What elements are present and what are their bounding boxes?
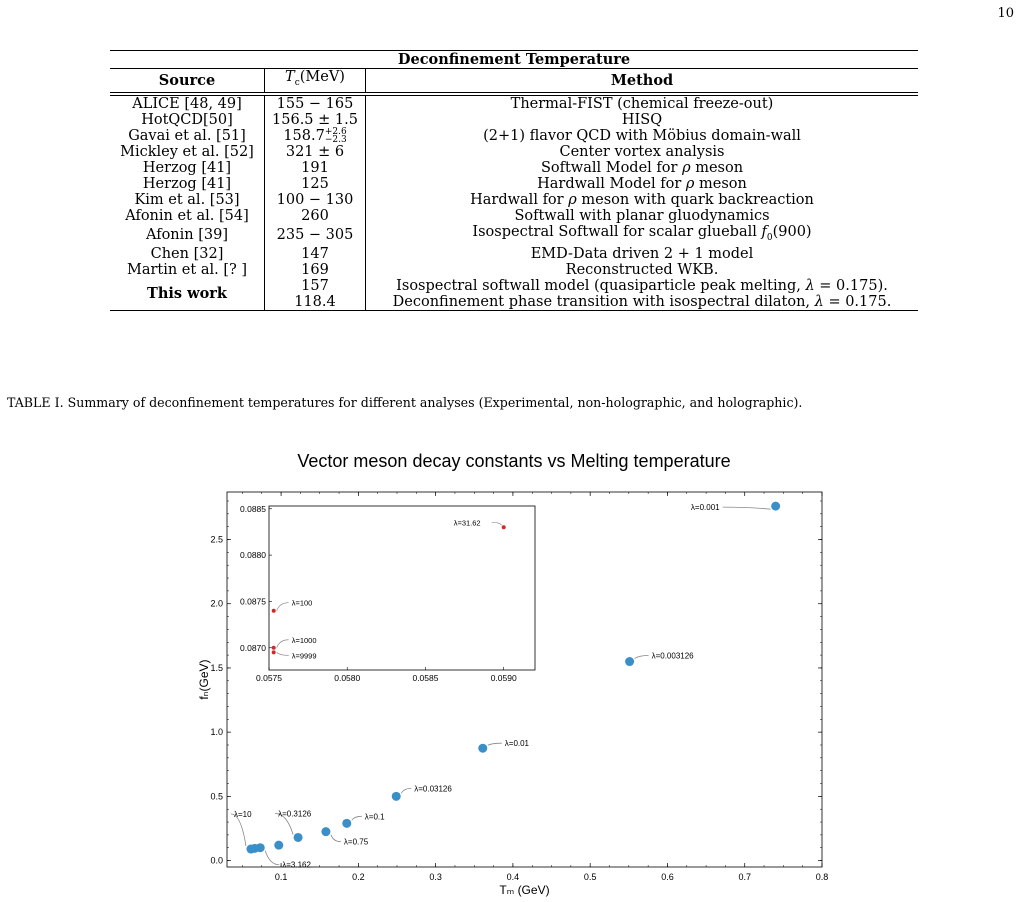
data-label: λ=0.01: [504, 739, 530, 749]
table-row: [110, 246, 918, 262]
x-tick-label: 0.2: [352, 872, 365, 882]
data-point: [321, 827, 330, 836]
data-label: λ=0.3126: [278, 809, 312, 819]
table-body: [110, 69, 918, 92]
cell-tc: 100 − 130: [265, 192, 366, 208]
table-row: [110, 176, 918, 192]
data-point: [246, 845, 255, 854]
data-label: λ=0.03126: [414, 784, 452, 794]
data-point: [625, 657, 634, 666]
inset-data-point: [272, 646, 276, 650]
table-rows: [110, 96, 918, 310]
label-leader: [635, 656, 649, 659]
table-row: [110, 112, 918, 128]
cell-source: Herzog [41]: [142, 159, 232, 176]
table-row-this-work: [110, 278, 918, 294]
cell-source: HotQCD[50]: [141, 111, 233, 128]
cell-source-this-work: This work: [147, 284, 227, 302]
cell-tc: 321 ± 6: [265, 144, 366, 160]
y-tick-label: 1.0: [210, 727, 223, 738]
deconfinement-table: [110, 50, 918, 311]
label-leader: [723, 507, 771, 509]
inset-data-label: λ=100: [291, 598, 313, 608]
cell-method: Hardwall Model for ρ meson: [537, 175, 747, 192]
x-tick-label: 0.4: [506, 872, 520, 882]
table-title: Deconfinement Temperature: [397, 51, 631, 68]
data-point: [274, 841, 283, 850]
header-tc: $T_c(MeV)$: [265, 69, 366, 92]
cell-tc: 169: [265, 262, 366, 278]
cell-method: Isospectral softwall model (quasiparticle peak melting, λ = 0.175).: [396, 277, 888, 294]
inset-y-tick-label: 0.0875: [240, 596, 266, 607]
label-leader: [401, 788, 411, 793]
data-point: [771, 502, 780, 511]
cell-source: Mickley et al. [52]: [120, 143, 254, 160]
page-number: 10: [997, 6, 1014, 21]
cell-method: Softwall Model for ρ meson: [540, 159, 744, 176]
label-leader: [331, 835, 341, 842]
inset-data-point: [272, 650, 276, 654]
cell-tc: 125: [265, 176, 366, 192]
inset-frame: [269, 506, 535, 670]
cell-method: HISQ: [621, 111, 663, 128]
cell-tc: 147: [265, 246, 366, 262]
chart-title: Vector meson decay constants vs Melting temperature: [297, 451, 731, 471]
inset-data-label: λ=1000: [291, 635, 317, 645]
x-tick-label: 0.3: [429, 872, 442, 882]
table-row: [110, 96, 918, 112]
cell-method: Softwall with planar gluodynamics: [514, 207, 770, 224]
decay-constant-chart: [0, 480, 1028, 902]
data-label: λ=0.75: [343, 837, 369, 847]
table-caption: TABLE I. Summary of deconfinement temperatures for different analyses (Experimental, non-holographic, and holographic).: [7, 395, 803, 410]
cell-source: Kim et al. [53]: [134, 191, 240, 208]
cell-source: Afonin [39]: [145, 226, 228, 243]
cell-method: Isospectral Softwall for scalar glueball $f_0(900)$: [472, 223, 812, 243]
inset-data-label: λ=9999: [291, 651, 317, 661]
cell-tc-error: +2.6 −2.3: [324, 126, 347, 145]
data-point: [478, 744, 487, 753]
inset-y-tick-label: 0.0870: [240, 642, 266, 653]
y-tick-label: 0.0: [210, 855, 223, 866]
cell-method: Reconstructed WKB.: [565, 261, 719, 278]
table-row: [110, 144, 918, 160]
x-tick-label: 0.8: [815, 872, 829, 882]
label-leader: [352, 816, 362, 820]
cell-method: Deconfinement phase transition with isospectral dilaton, λ = 0.175.: [392, 293, 892, 310]
x-axis-label: Tₘ (GeV): [499, 883, 550, 897]
inset-x-tick-label: 0.0580: [334, 673, 361, 683]
table-bottom-rule: [110, 310, 918, 311]
y-axis-label: fₙ(GeV): [197, 659, 211, 700]
data-point: [342, 819, 351, 828]
data-point: [294, 833, 303, 842]
header-method: Method: [610, 71, 674, 89]
cell-method: (2+1) flavor QCD with Möbius domain-wall: [483, 127, 801, 144]
x-tick-label: 0.7: [738, 872, 751, 882]
cell-method: Hardwall for ρ meson with quark backreaction: [470, 191, 814, 208]
table-row: [110, 262, 918, 278]
x-tick-label: 0.6: [661, 872, 674, 882]
y-tick-label: 2.5: [210, 534, 223, 545]
table-header-row: [110, 69, 918, 92]
data-label: λ=0.003126: [651, 651, 694, 661]
cell-source: ALICE [48, 49]: [132, 95, 242, 112]
cell-tc: 260: [265, 208, 366, 224]
cell-tc: 156.5 ± 1.5: [265, 112, 366, 128]
table-row: [110, 160, 918, 176]
inset-data-point: [272, 609, 276, 613]
inset-y-tick-label: 0.0880: [240, 550, 266, 561]
label-leader: [488, 743, 502, 745]
cell-source: Martin et al. [? ]: [126, 261, 248, 278]
cell-tc: 158.7 +2.6 −2.3: [265, 128, 366, 144]
inset-y-tick-label: 0.0885: [240, 503, 266, 514]
cell-source: Gavai et al. [51]: [128, 127, 246, 144]
y-tick-label: 0.5: [210, 791, 223, 802]
cell-method: EMD-Data driven 2 + 1 model: [530, 245, 754, 262]
cell-tc: 191: [265, 160, 366, 176]
label-leader: [265, 851, 279, 865]
y-tick-label: 1.5: [210, 662, 223, 673]
inset-x-tick-label: 0.0585: [412, 673, 439, 683]
data-point: [392, 792, 401, 801]
table-row: [110, 224, 918, 246]
cell-method: Center vortex analysis: [559, 143, 725, 160]
data-label: λ=10: [233, 810, 252, 820]
data-label: λ=0.001: [690, 503, 720, 513]
table-row: [110, 192, 918, 208]
cell-tc: 157: [265, 278, 366, 294]
data-label: λ=0.1: [364, 812, 385, 822]
table-row: [110, 208, 918, 224]
cell-tc: 118.4: [265, 294, 366, 310]
inset-x-tick-label: 0.0590: [490, 673, 517, 683]
cell-source: Herzog [41]: [142, 175, 232, 192]
inset-data-point: [502, 525, 506, 529]
cell-tc: 155 − 165: [265, 96, 366, 112]
inset-x-tick-label: 0.0575: [256, 673, 282, 683]
cell-source: Chen [32]: [150, 245, 224, 262]
table-row: [110, 128, 918, 144]
header-source: Source: [158, 71, 216, 89]
x-tick-label: 0.5: [583, 872, 597, 882]
cell-tc: 235 − 305: [265, 224, 366, 246]
cell-source: Afonin et al. [54]: [125, 207, 249, 224]
data-label: λ=3.162: [282, 860, 311, 870]
y-tick-label: 2.0: [210, 598, 223, 609]
inset-data-label: λ=31.62: [453, 518, 481, 528]
x-tick-label: 0.1: [274, 872, 288, 882]
cell-method: Thermal-FIST (chemical freeze-out): [510, 95, 774, 112]
